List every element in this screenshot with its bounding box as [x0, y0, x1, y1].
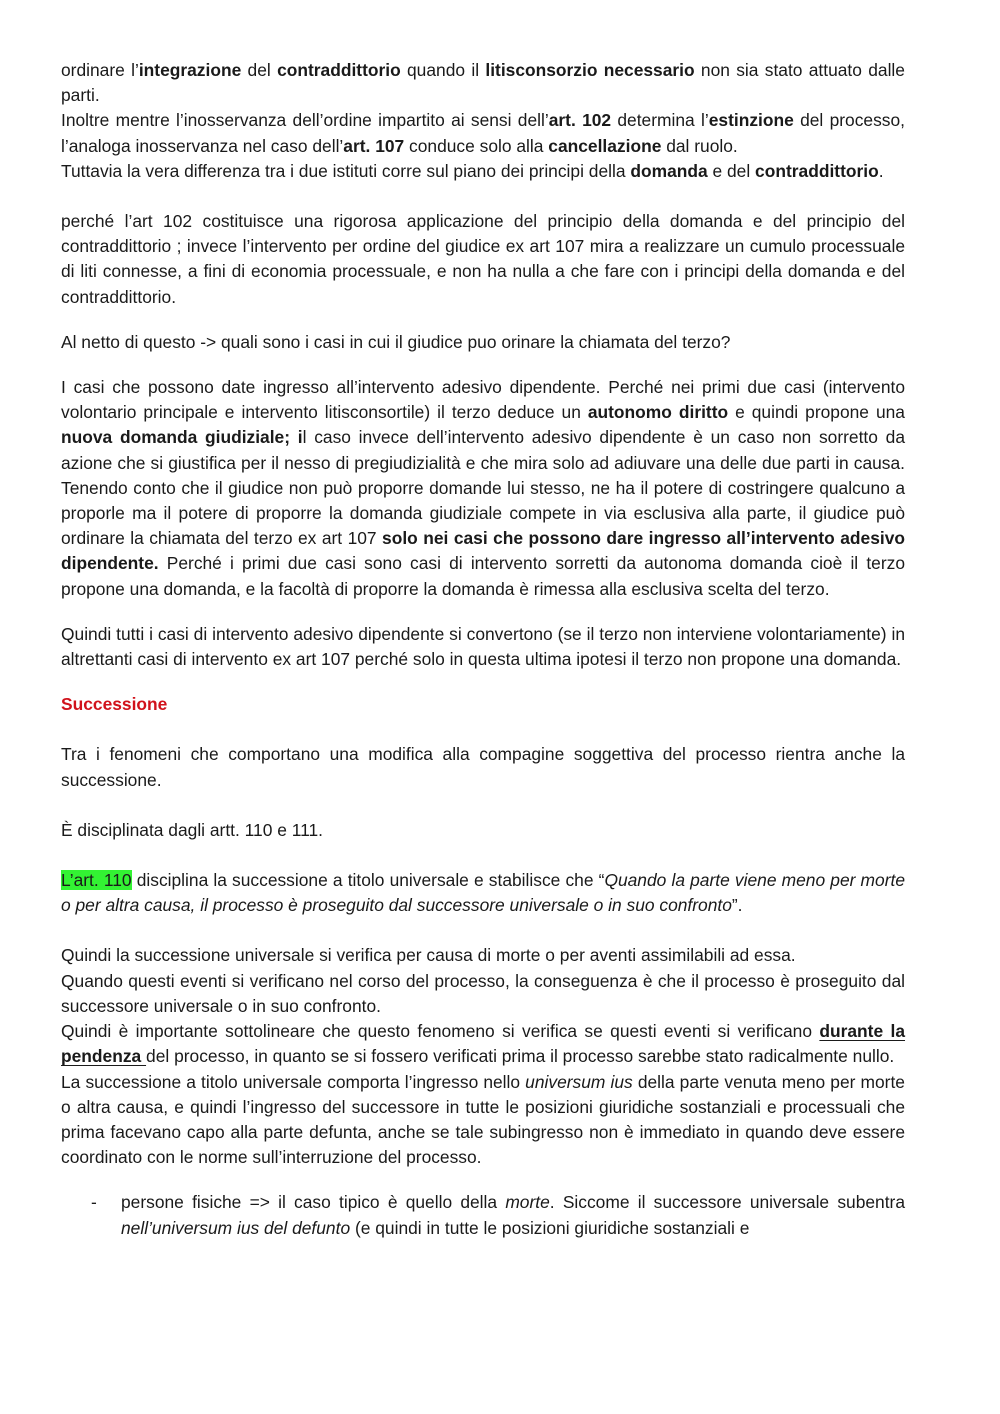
paragraph-universale: Quindi la successione universale si verifica per causa di morte o per aventi assimilabili ad essa. — [61, 945, 796, 966]
text: ”. — [731, 895, 743, 916]
paragraph-fenomeni: Tra i fenomeni che comportano una modifica alla compagine soggettiva del processo rientra anche la successione. — [61, 744, 905, 790]
text: determina l’ — [611, 110, 709, 131]
bold-term: solo nei casi che possono dare ingresso all’intervento adesivo dipendente. — [61, 528, 905, 574]
text: l caso invece dell’intervento adesivo dipendente è un caso non sorretto da azione che si giustifica per il nesso di pregiudizialità e che mira solo ad adiuvare una delle due parti in causa. Tenendo conto che il giudice non può proporre domande lui stesso, ne ha il potere di costringere qualcuno a proporle ma il potere di proporre la domanda giudiziale compete in via esclusiva alla parte, il giudice può ordinare la chiamata del terzo ex art 107 — [61, 427, 905, 549]
paragraph-proseguito: Quando questi eventi si verificano nel corso del processo, la conseguenza è che il processo è proseguito dal successore universale o in suo confronto. — [61, 970, 905, 1016]
paragraph-casi — [61, 375, 905, 602]
text: del processo, in quanto se si fossero verificati prima il processo sarebbe stato radicalmente nullo. — [146, 1046, 895, 1067]
bold-term: domanda — [630, 160, 708, 181]
text: I casi che possono date ingresso all’intervento adesivo dipendente. Perché nei primi due casi (intervento volontario principale e intervento litisconsortile) il terzo deduce un — [61, 377, 905, 423]
paragraph-integrazione — [61, 58, 905, 108]
paragraph-art-102: perché l’art 102 costituisce una rigorosa applicazione del principio della domanda e del principio del contraddittorio ; invece l’intervento per ordine del giudice ex art 107 mira a realizzare un cumulo processuale di liti connesse, a fini di economia processuale, e non ha nulla a che fare con i principi della domanda e del contraddittorio. — [61, 211, 905, 307]
document-page — [61, 58, 905, 1241]
bold-term: art. 107 — [343, 135, 405, 156]
text: . Siccome il successore universale subentra — [549, 1192, 905, 1213]
text: del — [241, 60, 278, 80]
section-heading: Successione — [61, 694, 168, 715]
bold-underlined-term: durante la pendenza — [61, 1021, 906, 1067]
italic-term: morte — [505, 1192, 550, 1213]
text: persone fisiche => il caso tipico è quello della — [121, 1192, 506, 1213]
text: conduce solo alla — [404, 135, 549, 156]
bold-term: nuova domanda giudiziale; i — [61, 427, 303, 448]
text: dal ruolo. — [661, 135, 738, 156]
highlighted-reference: L’art. 110 — [61, 870, 132, 891]
text: quando il — [400, 60, 486, 80]
paragraph-inosservanza — [61, 108, 905, 158]
text: del processo, l’analoga inosservanza nel caso dell’ — [61, 110, 905, 156]
paragraph-pendenza — [61, 1019, 905, 1069]
text: . — [878, 160, 884, 181]
text: Inoltre mentre l’inosservanza dell’ordine impartito ai sensi dell’ — [61, 110, 549, 131]
paragraph-differenza — [61, 159, 905, 184]
bold-term: estinzione — [708, 110, 794, 131]
paragraph-art-110 — [61, 868, 905, 918]
paragraph-question: Al netto di questo -> quali sono i casi in cui il giudice puo orinare la chiamata del terzo? — [61, 331, 731, 352]
italic-quote: Quando la parte viene meno per morte o per altra causa, il processo è proseguito dal successore universale o in suo confronto — [61, 870, 905, 916]
dash-bullet: - — [91, 1192, 97, 1213]
text: della parte venuta meno per morte o altra causa, e quindi l’ingresso del successore in tutte le posizioni giuridiche sostanziali e processuali che prima facevano capo alla parte defunta, anche se tale subingresso non è immediato in quando deve essere coordinato con le norme sull’interruzione del processo. — [61, 1071, 905, 1168]
italic-term: universum ius — [525, 1071, 633, 1092]
paragraph-disciplina: È disciplinata dagli artt. 110 e 111. — [61, 819, 323, 840]
list-item — [61, 1190, 905, 1240]
bold-term: contraddittorio — [277, 60, 401, 80]
text: disciplina la successione a titolo universale e stabilisce che “ — [131, 870, 605, 891]
text: Perché i primi due casi sono casi di intervento sorretti da autonoma domanda cioè il terzo propone una domanda, e la facoltà di proporre la domanda è rimessa alla esclusiva scelta del terzo. — [61, 553, 905, 599]
text: Tuttavia la vera differenza tra i due istituti corre sul piano dei principi della — [61, 160, 631, 181]
bold-term: litisconsorzio necessario — [485, 60, 695, 80]
bold-term: cancellazione — [548, 135, 662, 156]
paragraph-universum-ius — [61, 1070, 905, 1171]
text: ordinare l’ — [61, 60, 139, 80]
bold-term: art. 102 — [548, 110, 612, 131]
text: (e quindi in tutte le posizioni giuridiche sostanziali e — [350, 1217, 750, 1238]
paragraph-conversione: Quindi tutti i casi di intervento adesivo dipendente si convertono (se il terzo non interviene volontariamente) in altrettanti casi di intervento ex art 107 perché solo in questa ultima ipotesi il terzo non propone una domanda. — [61, 623, 905, 670]
text: e del — [707, 160, 756, 181]
bold-term: autonomo diritto — [587, 402, 729, 423]
text: non sia stato attuato dalle parti. — [61, 60, 905, 106]
bold-term: integrazione — [138, 60, 242, 80]
text: e quindi propone una — [728, 402, 905, 423]
bullet-list — [61, 1190, 905, 1240]
text: La successione a titolo universale comporta l’ingresso nello — [61, 1071, 526, 1092]
italic-term: nell’universum ius del defunto — [121, 1217, 351, 1238]
bold-term: contraddittorio — [755, 160, 879, 181]
text: Quindi è importante sottolineare che questo fenomeno si verifica se questi eventi si verificano — [61, 1021, 820, 1042]
